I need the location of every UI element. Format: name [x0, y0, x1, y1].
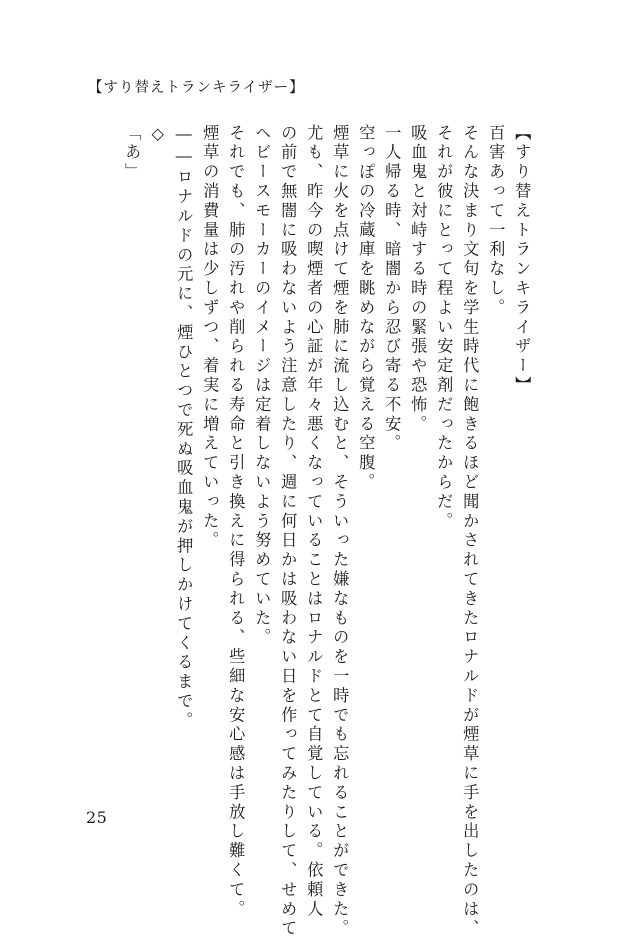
text-column-2: そんな決まり文句を学生時代に飽きるほど聞かされてきたロナルドが煙草に手を出したのは、	[460, 124, 480, 939]
section-title: 【すり替えトランキライザー】	[512, 124, 532, 396]
section-break-mark: ◇	[148, 124, 168, 147]
text-column-14: 「あ」	[122, 124, 142, 183]
text-column-9: の前で無闇に吸わないよう注意したり、週に何日かは吸わない日を作ってみたりして、せめて	[278, 124, 298, 939]
text-column-11: それでも、肺の汚れや削られる寿命と引き換えに得られる、些細な安心感は手放し難くて。	[226, 124, 246, 920]
page-number: 25	[86, 808, 108, 827]
text-column-7: 煙草に火を点けて煙を肺に流し込むと、そういった嫌なものを一時でも忘れることができた。	[330, 124, 350, 939]
text-column-12: 煙草の消費量は少しずつ、着実に増えていった。	[200, 124, 220, 551]
text-column-6: 空っぽの冷蔵庫を眺めながら覚える空腹。	[356, 124, 376, 493]
text-column-4: 吸血鬼と対峙する時の緊張や恐怖。	[408, 124, 428, 435]
running-header: 【すり替えトランキライザー】	[88, 80, 305, 96]
text-column-3: それが彼にとって程よい安定剤だったからだ。	[434, 124, 454, 532]
text-column-1: 百害あって一利なし。	[486, 124, 506, 318]
text-column-10: ヘビースモーカーのイメージは定着しないよう努めていた。	[252, 124, 272, 648]
text-column-5: 一人帰る時、暗闇から忍び寄る不安。	[382, 124, 402, 454]
text-column-13: ――ロナルドの元に、煙ひとつで死ぬ吸血鬼が押しかけてくるまで。	[174, 124, 194, 731]
text-column-8: 尤も、昨今の喫煙者の心証が年々悪くなっていることはロナルドとて自覚している。依頼人	[304, 124, 324, 920]
